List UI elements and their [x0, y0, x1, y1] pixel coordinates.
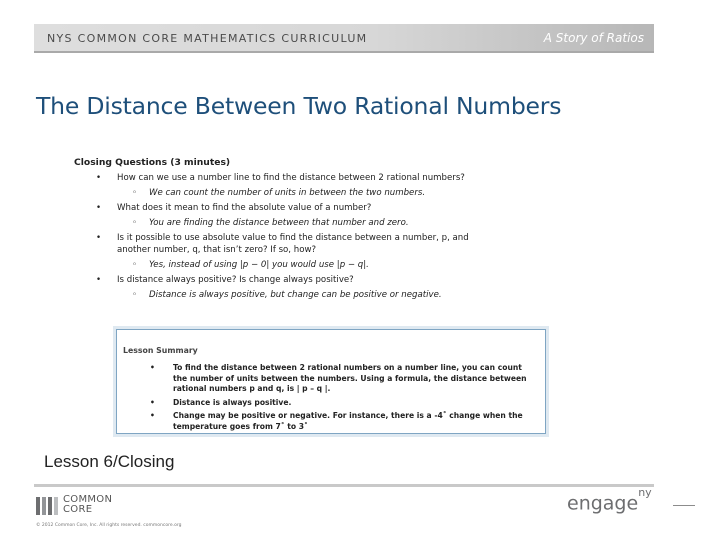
question-text: What does it mean to find the absolute value of a number? [117, 203, 372, 213]
logo-line-common: COMMON [63, 494, 113, 505]
closing-heading: Closing Questions (3 minutes) [74, 157, 231, 168]
answer-text: Yes, instead of using |p − 0| you would use |p − q|. [149, 260, 369, 270]
bullet-icon: • [150, 363, 155, 372]
bullet-icon: • [150, 411, 155, 420]
common-core-bars-icon [36, 497, 58, 515]
summary-item [147, 411, 532, 432]
question-text: Is distance always positive? Is change always positive? [117, 275, 354, 285]
bullet-icon: • [96, 275, 102, 285]
question-text: How can we use a number line to find the distance between 2 rational numbers? [117, 173, 465, 183]
summary-title: Lesson Summary [123, 346, 198, 355]
engage-ny-sup: ny [638, 486, 652, 499]
summary-text: Distance is always positive. [173, 397, 292, 407]
bullet-icon: • [96, 203, 102, 213]
answer-text: Distance is always positive, but change can be positive or negative. [149, 290, 442, 300]
summary-list [147, 363, 532, 435]
module-title: A Story of Ratios [543, 31, 644, 45]
circle-bullet-icon: ◦ [132, 188, 138, 198]
bullet-icon: • [150, 397, 155, 407]
question-item [74, 172, 494, 184]
answer-item [74, 217, 494, 229]
answer-item [74, 187, 494, 199]
bullet-icon: • [96, 173, 102, 183]
slide-title: The Distance Between Two Rational Numbers [36, 92, 562, 120]
question-text: Is it possible to use absolute value to find the distance between a number, p, and another number, q, that isn’t zero? If so, how? [117, 233, 469, 255]
answer-item [74, 289, 494, 301]
curriculum-title: NYS COMMON CORE MATHEMATICS CURRICULUM [47, 32, 368, 45]
summary-text: To find the distance between 2 rational numbers on a number line, you can count the number of units between the numbers. Using a formula, the distance between rational numbers p and q, is | p – q |. [173, 363, 527, 393]
lesson-label: Lesson 6/Closing [44, 452, 175, 471]
summary-item [147, 398, 532, 409]
logo-line-core: CORE [63, 504, 93, 515]
circle-bullet-icon: ◦ [132, 260, 138, 270]
answer-text: We can count the number of units in between the two numbers. [149, 188, 426, 198]
summary-item [147, 363, 532, 395]
closing-questions [74, 157, 494, 301]
engage-text: engage [567, 492, 639, 515]
copyright-text: © 2012 Common Core, Inc. All rights reserved. commoncore.org [36, 523, 182, 528]
lesson-summary-box [116, 329, 546, 434]
footer-divider [34, 484, 654, 487]
circle-bullet-icon: ◦ [132, 218, 138, 228]
question-item [74, 202, 494, 214]
question-item [74, 274, 494, 286]
bullet-icon: • [96, 233, 102, 243]
question-item [74, 232, 494, 256]
footer-dash [673, 505, 695, 506]
circle-bullet-icon: ◦ [132, 290, 138, 300]
header-bar [34, 24, 654, 53]
answer-item [74, 259, 494, 271]
engageny-logo [567, 486, 652, 515]
summary-text: Change may be positive or negative. For instance, there is a -4˚ change when the temperature goes from 7˚ to 3˚ [173, 411, 523, 431]
answer-text: You are finding the distance between that number and zero. [149, 218, 409, 228]
